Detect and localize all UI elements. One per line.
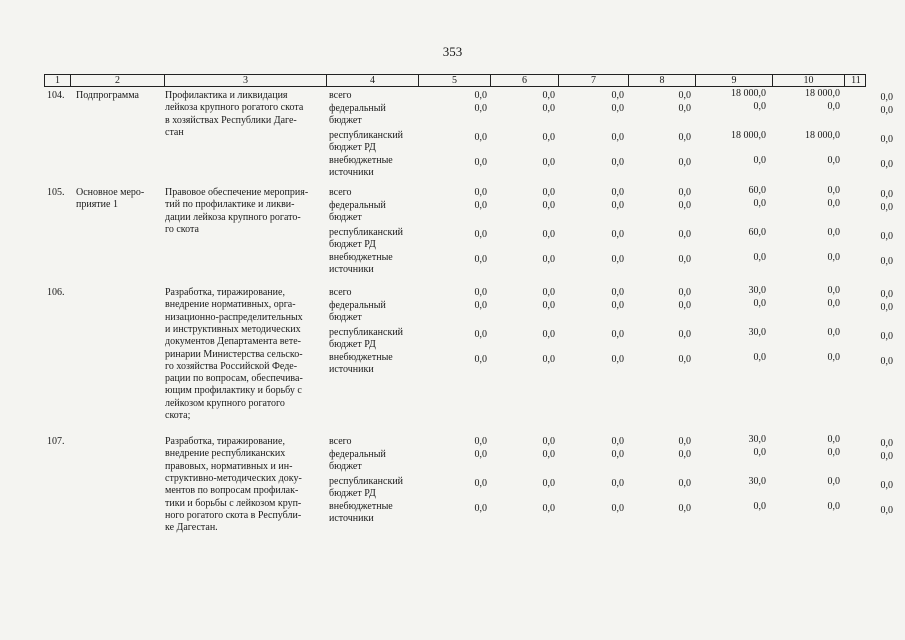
row-description: Разработка, тиражирование,: [165, 436, 285, 447]
page-number: 353: [442, 44, 463, 59]
header-cell-9: 9: [696, 75, 773, 86]
value-cell: 0,0: [474, 90, 487, 101]
value-cell: 0,0: [880, 202, 893, 213]
row-description: внедрение республиканских: [165, 448, 286, 460]
header-cell-5: 5: [419, 75, 491, 86]
row-description: стан: [165, 126, 184, 138]
row-description: ющим профилактику и борьбу с: [165, 385, 302, 397]
value-cell: 0,0: [611, 187, 624, 198]
funding-source-label: бюджет: [329, 312, 362, 323]
row-description: го скота: [165, 223, 199, 235]
value-cell: 60,0: [748, 185, 766, 196]
value-cell: 0,0: [678, 103, 691, 114]
funding-source-label: всего: [329, 287, 352, 298]
value-cell: 0,0: [678, 200, 691, 211]
value-cell: 0,0: [678, 449, 691, 460]
value-cell: 0,0: [753, 501, 766, 512]
value-cell: 0,0: [542, 449, 555, 460]
funding-source-label: республиканский: [329, 227, 404, 238]
value-cell: 0,0: [611, 449, 624, 460]
value-cell: 0,0: [611, 287, 624, 298]
value-cell: 0,0: [827, 227, 840, 238]
value-cell: 0,0: [542, 90, 555, 101]
funding-source-label: внебюджетные: [329, 352, 393, 363]
value-cell: 0,0: [611, 503, 624, 514]
funding-source-label: бюджет РД: [329, 488, 376, 499]
value-cell: 0,0: [678, 254, 691, 265]
value-cell: 0,0: [542, 503, 555, 514]
value-cell: 0,0: [474, 449, 487, 460]
funding-source-label: источники: [329, 513, 374, 524]
value-cell: 0,0: [753, 252, 766, 263]
row-description: внедрение нормативных, орга-: [165, 299, 296, 311]
value-cell: 0,0: [678, 187, 691, 198]
row-description: правовых, нормативных и ин-: [165, 460, 293, 472]
value-cell: 0,0: [542, 132, 555, 143]
value-cell: 18 000,0: [731, 130, 766, 141]
row-description: ного рогатого скота в Республи-: [165, 509, 302, 521]
value-cell: 0,0: [611, 354, 624, 365]
header-cell-7: 7: [559, 75, 629, 86]
value-cell: 0,0: [880, 302, 893, 313]
value-cell: 0,0: [542, 329, 555, 340]
value-cell: 0,0: [474, 103, 487, 114]
row-description: тики и борьбы с лейкозом круп-: [165, 497, 302, 509]
funding-source-label: федеральный: [329, 200, 386, 211]
value-cell: 0,0: [542, 200, 555, 211]
value-cell: 0,0: [542, 254, 555, 265]
header-cell-10: 10: [773, 75, 845, 86]
header-cell-1: 1: [45, 75, 71, 86]
row-description: лейкоза крупного рогатого скота: [165, 102, 304, 114]
value-cell: 0,0: [611, 436, 624, 447]
row-description: скота;: [165, 410, 191, 421]
value-cell: 0,0: [827, 101, 840, 112]
value-cell: 0,0: [474, 436, 487, 447]
row-description: и инструктивных методических: [165, 323, 301, 335]
value-cell: 0,0: [474, 200, 487, 211]
value-cell: 0,0: [474, 157, 487, 168]
value-cell: 0,0: [827, 352, 840, 363]
funding-source-label: источники: [329, 167, 374, 178]
value-cell: 0,0: [542, 229, 555, 240]
header-cell-6: 6: [491, 75, 559, 86]
value-cell: 0,0: [753, 352, 766, 363]
row-description: рации по вопросам, обеспечива-: [165, 373, 303, 385]
funding-source-label: бюджет РД: [329, 239, 376, 250]
row-description: дации лейкоза крупного рогато-: [165, 211, 301, 223]
value-cell: 18 000,0: [805, 130, 840, 141]
funding-source-label: бюджет РД: [329, 339, 376, 350]
row-description: низационно-распределительных: [165, 311, 303, 323]
value-cell: 0,0: [474, 478, 487, 489]
row-description: ке Дагестан.: [165, 522, 218, 534]
row-description: Профилактика и ликвидация: [165, 90, 288, 101]
value-cell: 0,0: [542, 287, 555, 298]
row-number: 105.: [47, 187, 65, 198]
row-name: Основное меро-: [76, 187, 145, 198]
value-cell: 0,0: [678, 287, 691, 298]
funding-source-label: республиканский: [329, 476, 404, 487]
value-cell: 0,0: [542, 103, 555, 114]
value-cell: 0,0: [542, 354, 555, 365]
value-cell: 18 000,0: [805, 88, 840, 99]
value-cell: 0,0: [678, 329, 691, 340]
value-cell: 0,0: [678, 300, 691, 311]
value-cell: 0,0: [827, 155, 840, 166]
value-cell: 0,0: [474, 229, 487, 240]
value-cell: 0,0: [611, 103, 624, 114]
value-cell: 0,0: [880, 438, 893, 449]
value-cell: 0,0: [827, 198, 840, 209]
value-cell: 30,0: [748, 327, 766, 338]
value-cell: 0,0: [542, 187, 555, 198]
value-cell: 0,0: [474, 254, 487, 265]
value-cell: 0,0: [753, 155, 766, 166]
value-cell: 0,0: [827, 434, 840, 445]
funding-source-label: бюджет: [329, 115, 362, 126]
value-cell: 0,0: [880, 134, 893, 145]
value-cell: 0,0: [678, 436, 691, 447]
value-cell: 0,0: [827, 252, 840, 263]
value-cell: 0,0: [611, 132, 624, 143]
value-cell: 0,0: [611, 157, 624, 168]
value-cell: 0,0: [678, 503, 691, 514]
value-cell: 0,0: [542, 436, 555, 447]
funding-source-label: республиканский: [329, 130, 404, 141]
funding-source-label: внебюджетные: [329, 155, 393, 166]
value-cell: 0,0: [880, 331, 893, 342]
value-cell: 0,0: [678, 478, 691, 489]
value-cell: 0,0: [880, 189, 893, 200]
value-cell: 0,0: [474, 187, 487, 198]
row-description: Разработка, тиражирование,: [165, 287, 285, 298]
header-cell-3: 3: [165, 75, 327, 86]
value-cell: 0,0: [880, 105, 893, 116]
value-cell: 0,0: [880, 480, 893, 491]
value-cell: 0,0: [880, 256, 893, 267]
value-cell: 60,0: [748, 227, 766, 238]
table-header-row: [44, 74, 866, 87]
funding-source-label: внебюджетные: [329, 501, 393, 512]
row-description: лейкозом крупного рогатого: [165, 397, 285, 409]
value-cell: 0,0: [542, 157, 555, 168]
value-cell: 0,0: [474, 354, 487, 365]
funding-source-label: бюджет РД: [329, 142, 376, 153]
row-description: структивно-методических доку-: [165, 472, 302, 484]
value-cell: 0,0: [880, 159, 893, 170]
funding-source-label: республиканский: [329, 327, 404, 338]
value-cell: 0,0: [827, 185, 840, 196]
row-number: 107.: [47, 436, 65, 447]
row-number: 106.: [47, 287, 65, 298]
value-cell: 0,0: [474, 329, 487, 340]
value-cell: 30,0: [748, 434, 766, 445]
value-cell: 0,0: [611, 200, 624, 211]
row-description: ринарии Министерства сельско-: [165, 348, 303, 360]
header-cell-2: 2: [71, 75, 165, 86]
value-cell: 30,0: [748, 476, 766, 487]
funding-source-label: внебюджетные: [329, 252, 393, 263]
row-description: документов Департамента вете-: [165, 336, 302, 348]
funding-source-label: федеральный: [329, 103, 386, 114]
value-cell: 0,0: [827, 447, 840, 458]
funding-source-label: бюджет: [329, 461, 362, 472]
value-cell: 0,0: [678, 90, 691, 101]
value-cell: 0,0: [827, 327, 840, 338]
value-cell: 0,0: [611, 229, 624, 240]
header-cell-11: 11: [851, 75, 861, 86]
value-cell: 0,0: [611, 300, 624, 311]
row-description: в хозяйствах Республики Даге-: [165, 114, 297, 126]
value-cell: 0,0: [542, 300, 555, 311]
value-cell: 18 000,0: [731, 88, 766, 99]
value-cell: 0,0: [678, 157, 691, 168]
value-cell: 0,0: [611, 254, 624, 265]
value-cell: 0,0: [474, 287, 487, 298]
value-cell: 0,0: [827, 476, 840, 487]
row-description: го хозяйства Российской Феде-: [165, 360, 298, 372]
value-cell: 0,0: [827, 298, 840, 309]
value-cell: 0,0: [611, 90, 624, 101]
value-cell: 0,0: [474, 132, 487, 143]
value-cell: 0,0: [753, 447, 766, 458]
header-cell-4: 4: [327, 75, 419, 86]
value-cell: 0,0: [880, 92, 893, 103]
funding-source-label: источники: [329, 364, 374, 375]
value-cell: 0,0: [880, 356, 893, 367]
value-cell: 0,0: [753, 198, 766, 209]
value-cell: 0,0: [678, 354, 691, 365]
funding-source-label: всего: [329, 90, 352, 101]
row-description: Правовое обеспечение мероприя-: [165, 187, 309, 198]
funding-source-label: всего: [329, 187, 352, 198]
funding-source-label: источники: [329, 264, 374, 275]
row-description: ментов по вопросам профилак-: [165, 485, 299, 497]
value-cell: 0,0: [678, 132, 691, 143]
row-name: Подпрограмма: [76, 90, 139, 101]
value-cell: 0,0: [611, 478, 624, 489]
funding-source-label: всего: [329, 436, 352, 447]
row-number: 104.: [47, 90, 65, 101]
value-cell: 0,0: [474, 503, 487, 514]
header-cell-8: 8: [629, 75, 696, 86]
value-cell: 0,0: [542, 478, 555, 489]
value-cell: 0,0: [880, 289, 893, 300]
row-name: приятие 1: [76, 199, 118, 210]
value-cell: 0,0: [880, 231, 893, 242]
value-cell: 0,0: [678, 229, 691, 240]
value-cell: 0,0: [753, 101, 766, 112]
funding-source-label: федеральный: [329, 300, 386, 311]
value-cell: 0,0: [753, 298, 766, 309]
value-cell: 30,0: [748, 285, 766, 296]
value-cell: 0,0: [880, 451, 893, 462]
value-cell: 0,0: [611, 329, 624, 340]
value-cell: 0,0: [827, 501, 840, 512]
row-description: тий по профилактике и ликви-: [165, 199, 295, 211]
value-cell: 0,0: [474, 300, 487, 311]
value-cell: 0,0: [827, 285, 840, 296]
value-cell: 0,0: [880, 505, 893, 516]
funding-source-label: федеральный: [329, 449, 386, 460]
funding-source-label: бюджет: [329, 212, 362, 223]
